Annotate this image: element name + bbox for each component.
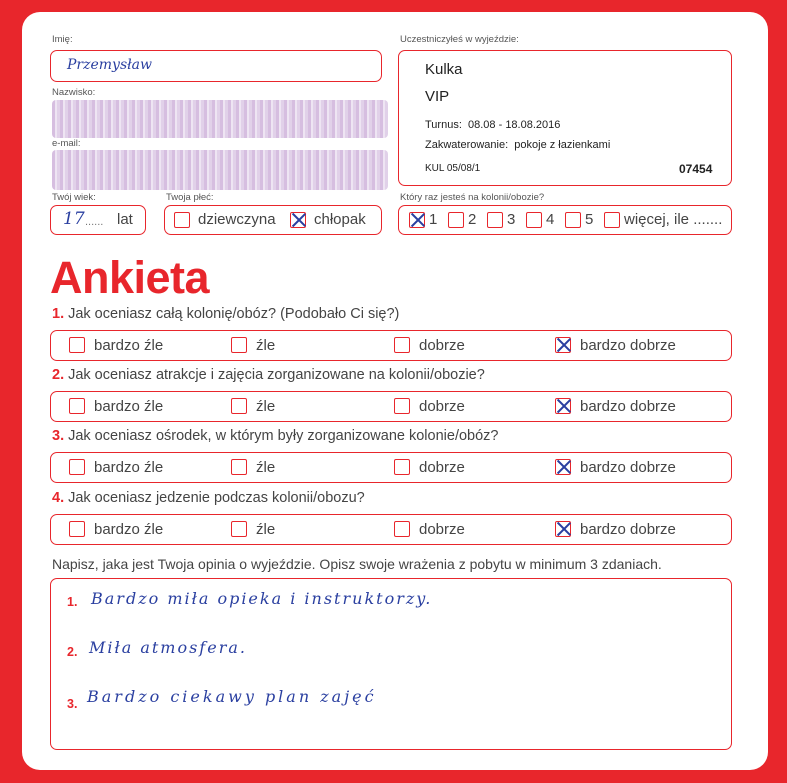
rating-option-label: bardzo dobrze — [580, 521, 676, 538]
card-turnus: Turnus: 08.08 - 18.08.2016 — [425, 119, 561, 131]
rating-option-label: źle — [256, 521, 276, 538]
times-option-0: 1 — [429, 211, 438, 228]
times-checkbox-3[interactable] — [526, 212, 542, 228]
rating-checkbox[interactable] — [69, 521, 85, 537]
card-line2: VIP — [425, 88, 450, 105]
gender-field — [164, 205, 382, 235]
survey-sheet — [22, 12, 768, 770]
rating-checkbox[interactable] — [394, 337, 410, 353]
question-4 — [52, 490, 365, 506]
last-name-label: Nazwisko: — [52, 87, 96, 98]
first-name-label: Imię: — [52, 34, 73, 45]
opinion-num-3: 3. — [67, 697, 78, 711]
rating-checkbox[interactable] — [231, 521, 247, 537]
rating-option-label: bardzo źle — [94, 337, 164, 354]
opinion-line-3: Bardzo ciekawy plan zajęć — [87, 687, 377, 706]
rating-option-label: źle — [256, 337, 276, 354]
question-text: Jak oceniasz ośrodek, w którym były zorganizowane kolonie/obóz? — [68, 428, 499, 444]
email-redacted — [52, 150, 388, 190]
rating-row-3 — [50, 452, 732, 483]
rating-checkbox[interactable] — [394, 459, 410, 475]
rating-checkbox[interactable] — [231, 459, 247, 475]
email-label: e-mail: — [52, 138, 81, 149]
opinion-line-1: Bardzo miła opieka i instruktorzy. — [91, 589, 433, 608]
age-field[interactable] — [50, 205, 146, 235]
rating-option-label: bardzo dobrze — [580, 398, 676, 415]
question-text: Jak oceniasz atrakcje i zajęcia zorganizowane na kolonii/obozie? — [68, 367, 485, 383]
rating-option-label: dobrze — [419, 398, 465, 415]
question-number: 1. — [52, 306, 65, 322]
question-text: Jak oceniasz jedzenie podczas kolonii/obozu? — [68, 490, 365, 506]
gender-checkbox-1[interactable] — [290, 212, 306, 228]
last-name-redacted — [52, 100, 388, 138]
gender-option-1: chłopak — [314, 211, 366, 228]
survey-title: Ankieta — [50, 252, 210, 303]
gender-option-0: dziewczyna — [198, 211, 276, 228]
question-3 — [52, 428, 498, 444]
question-number: 2. — [52, 367, 65, 383]
card-number: 07454 — [679, 162, 713, 176]
age-suffix: lat — [117, 211, 133, 228]
opinion-num-1: 1. — [67, 595, 78, 609]
rating-checkbox[interactable] — [69, 337, 85, 353]
rating-option-label: źle — [256, 398, 276, 415]
rating-checkbox[interactable] — [231, 337, 247, 353]
rating-checkbox[interactable] — [394, 398, 410, 414]
times-checkbox-0[interactable] — [409, 212, 425, 228]
rating-option-label: źle — [256, 459, 276, 476]
question-2 — [52, 367, 485, 383]
first-name-field[interactable] — [50, 50, 382, 82]
rating-option-label: bardzo źle — [94, 521, 164, 538]
times-option-2: 3 — [507, 211, 516, 228]
times-option-1: 2 — [468, 211, 477, 228]
rating-checkbox[interactable] — [555, 521, 571, 537]
first-name-value: Przemysław — [67, 57, 153, 73]
gender-label: Twoja płeć: — [166, 192, 214, 203]
opinion-line-2: Miła atmosfera. — [89, 638, 247, 657]
times-field — [398, 205, 732, 235]
rating-option-label: bardzo źle — [94, 398, 164, 415]
times-checkbox-5[interactable] — [604, 212, 620, 228]
times-option-5: więcej, ile ....... — [624, 211, 723, 228]
times-checkbox-2[interactable] — [487, 212, 503, 228]
times-checkbox-4[interactable] — [565, 212, 581, 228]
rating-checkbox[interactable] — [231, 398, 247, 414]
times-checkbox-1[interactable] — [448, 212, 464, 228]
rating-row-2 — [50, 391, 732, 422]
rating-checkbox[interactable] — [555, 337, 571, 353]
rating-option-label: dobrze — [419, 337, 465, 354]
age-label: Twój wiek: — [52, 192, 96, 203]
times-label: Który raz jesteś na kolonii/obozie? — [400, 192, 545, 203]
opinion-prompt: Napisz, jaka jest Twoja opinia o wyjeździe. Opisz swoje wrażenia z pobytu w minimum 3 zdaniach. — [52, 556, 662, 572]
rating-option-label: bardzo źle — [94, 459, 164, 476]
rating-checkbox[interactable] — [69, 459, 85, 475]
age-dots: ...... — [85, 216, 104, 228]
rating-row-1 — [50, 330, 732, 361]
question-number: 4. — [52, 490, 65, 506]
times-option-3: 4 — [546, 211, 555, 228]
question-number: 3. — [52, 428, 65, 444]
rating-option-label: dobrze — [419, 521, 465, 538]
times-option-4: 5 — [585, 211, 594, 228]
opinion-num-2: 2. — [67, 645, 78, 659]
rating-option-label: dobrze — [419, 459, 465, 476]
participant-card — [398, 50, 732, 186]
rating-option-label: bardzo dobrze — [580, 459, 676, 476]
gender-checkbox-0[interactable] — [174, 212, 190, 228]
opinion-field[interactable] — [50, 578, 732, 750]
rating-checkbox[interactable] — [555, 459, 571, 475]
rating-checkbox[interactable] — [69, 398, 85, 414]
question-1 — [52, 306, 399, 322]
rating-row-4 — [50, 514, 732, 545]
card-accommodation: Zakwaterowanie: pokoje z łazienkami — [425, 139, 611, 151]
age-value: 17 — [63, 209, 85, 229]
card-code: KUL 05/08/1 — [425, 163, 481, 174]
rating-checkbox[interactable] — [394, 521, 410, 537]
rating-option-label: bardzo dobrze — [580, 337, 676, 354]
participant-label: Uczestniczyłeś w wyjeździe: — [400, 34, 519, 45]
rating-checkbox[interactable] — [555, 398, 571, 414]
card-line1: Kulka — [425, 61, 463, 78]
question-text: Jak oceniasz całą kolonię/obóz? (Podobało Ci się?) — [68, 306, 400, 322]
